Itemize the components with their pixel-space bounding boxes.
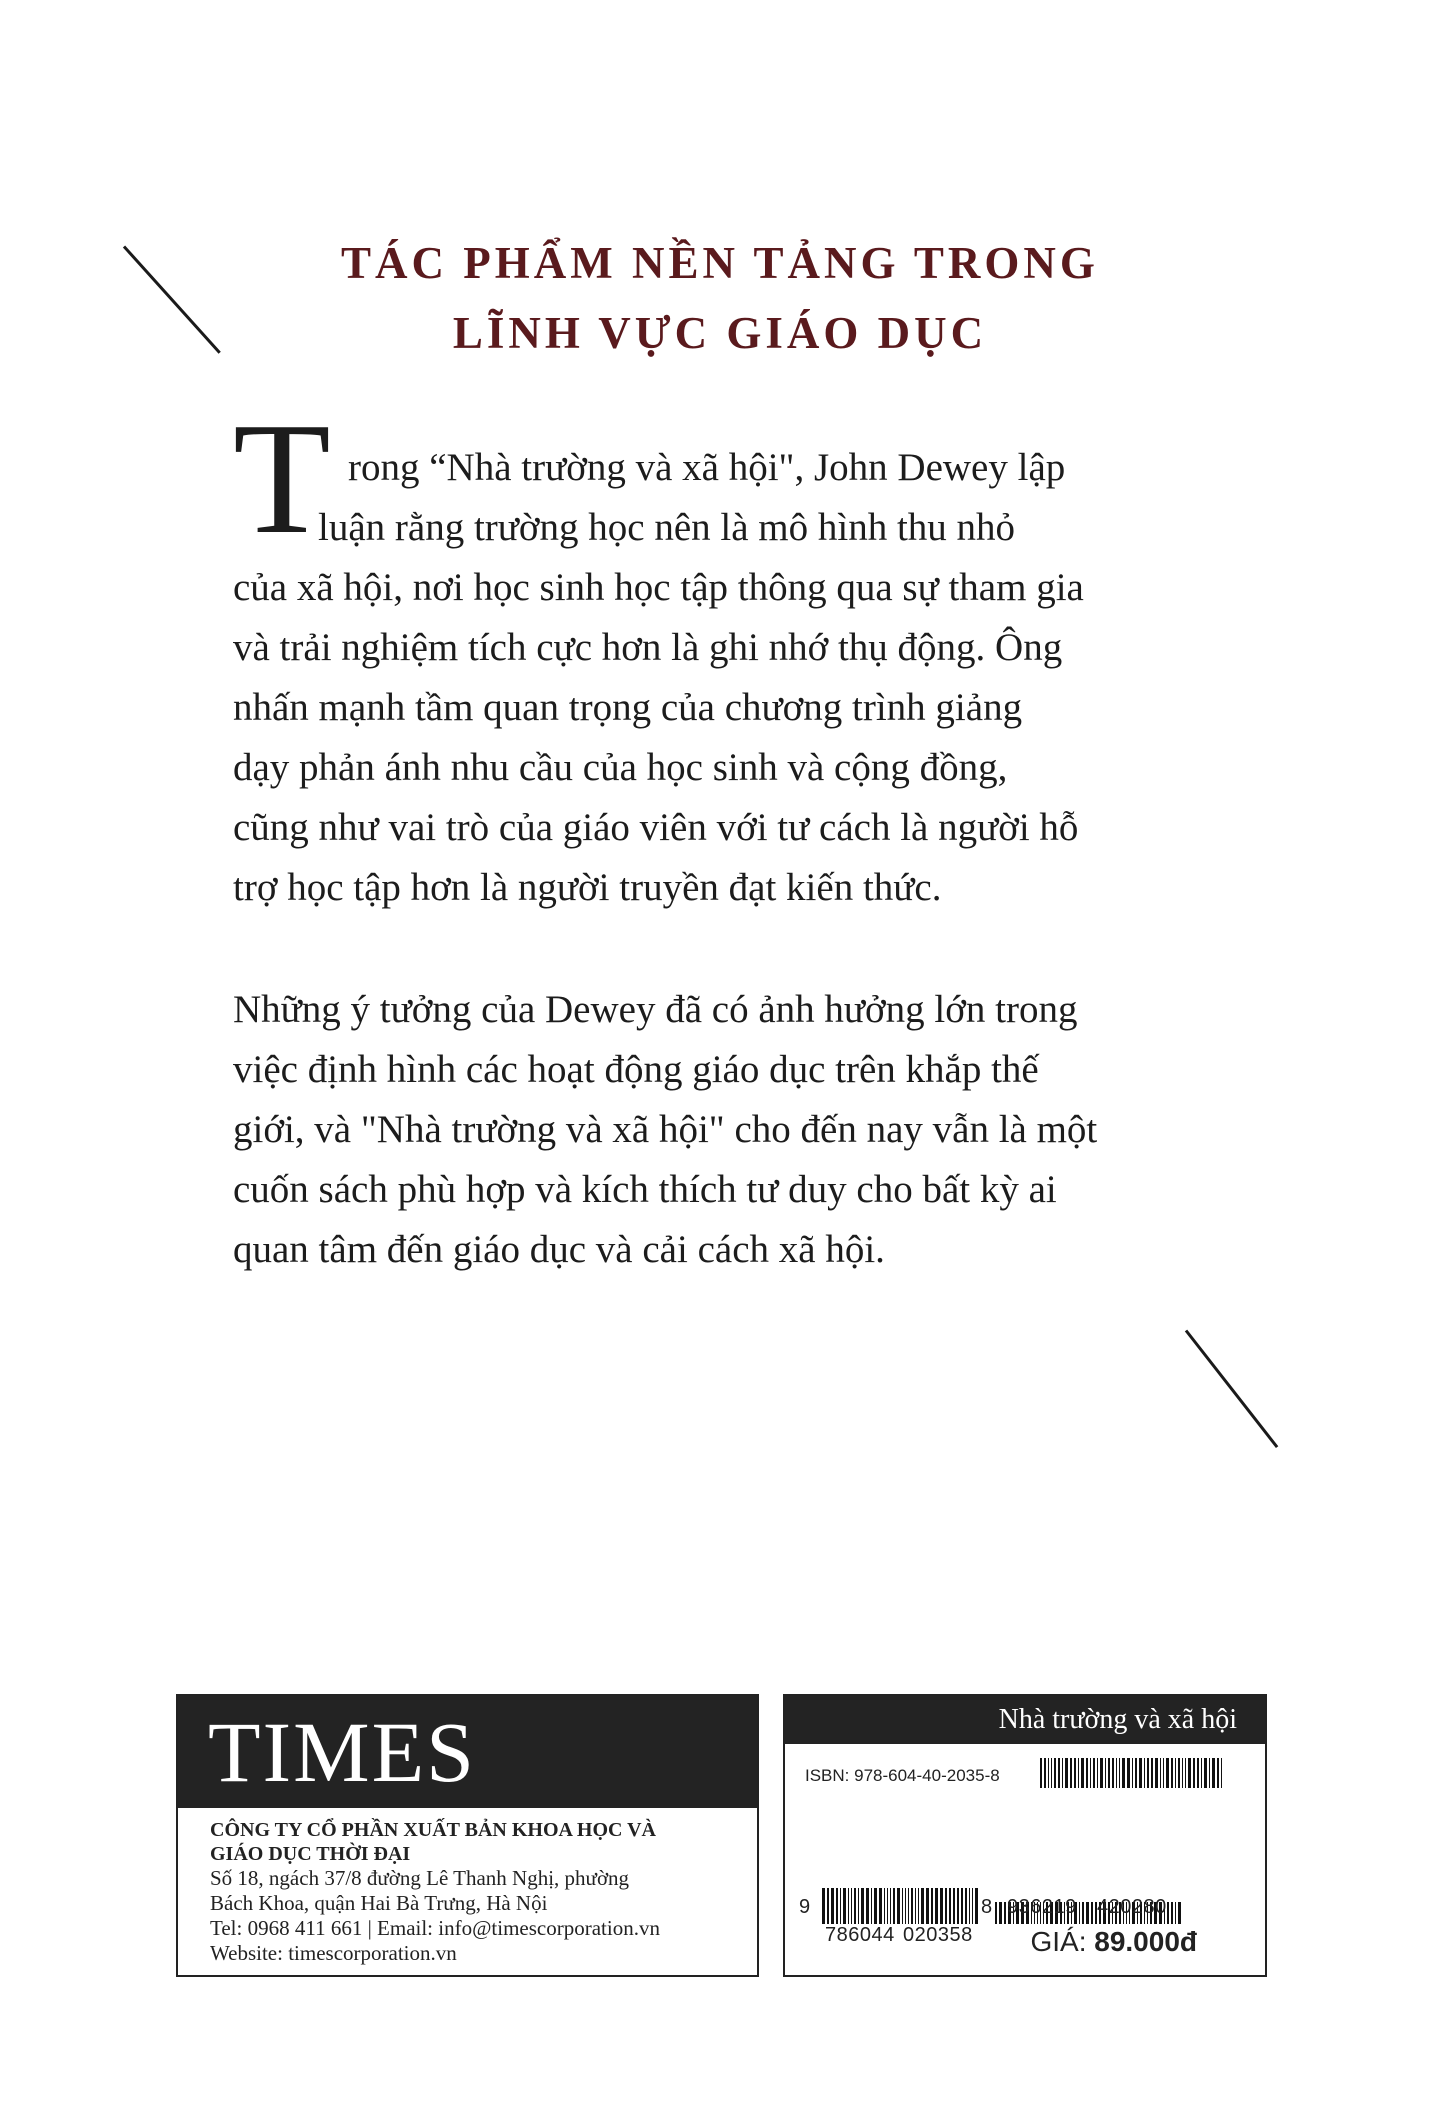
publisher-address-line: Bách Khoa, quận Hai Bà Trưng, Hà Nội [210, 1891, 548, 1915]
barcode-bar [827, 1888, 829, 1924]
paragraph-line: giới, và "Nhà trường và xã hội" cho đến nay vẫn là một [233, 1108, 1098, 1151]
barcode-bar [940, 1888, 943, 1924]
paragraph-line: cũng như vai trò của giáo viên với tư cách là người hỗ [233, 806, 1079, 849]
paragraph-1 [233, 438, 1198, 918]
barcode-bar [822, 1888, 825, 1924]
paragraph-line: nhấn mạnh tầm quan trọng của chương trình giảng [233, 686, 1023, 729]
barcode-bar [1178, 1902, 1181, 1924]
barcode-bar [831, 1888, 834, 1924]
barcode-bar [1155, 1758, 1158, 1788]
barcode-bar [1058, 1758, 1060, 1788]
ean-right-digits: 020358 [903, 1924, 973, 1946]
barcode-bar [1040, 1758, 1042, 1788]
barcode-bar [858, 1888, 859, 1924]
barcode-bar [893, 1888, 895, 1924]
publisher-info [178, 1808, 757, 1966]
barcode-bar [911, 1888, 913, 1924]
barcode-bar [1193, 1758, 1195, 1788]
barcode-bar [1100, 1758, 1103, 1788]
barcode-bar [1004, 1902, 1006, 1924]
paragraph-line: cuốn sách phù hợp và kích thích tư duy cho bất kỳ ai [233, 1168, 1057, 1211]
barcode-bar [1093, 1758, 1095, 1788]
barcode-bar [926, 1888, 929, 1924]
price [1030, 1926, 1197, 1958]
paragraph-line: Những ý tưởng của Dewey đã có ảnh hưởng lớn trong [233, 988, 1078, 1031]
paragraph-2 [233, 980, 1198, 1280]
ean2-prefix: 8 [981, 1896, 993, 1918]
barcode-bar [935, 1888, 938, 1924]
barcode-bar [1221, 1758, 1222, 1788]
heading-line-1: TÁC PHẨM NỀN TẢNG TRONG [341, 238, 1099, 288]
barcode-bar [1175, 1758, 1176, 1788]
barcode-bar [1108, 1758, 1110, 1788]
barcode-bar [949, 1888, 951, 1924]
barcode-bar [1097, 1758, 1098, 1788]
barcode-bar [1119, 1758, 1120, 1788]
publisher-website: Website: timescorporation.vn [210, 1941, 457, 1965]
barcode-bar [1135, 1758, 1137, 1788]
barcode-bar [1144, 1758, 1145, 1788]
barcode-bar [1147, 1758, 1149, 1788]
barcode-bar [969, 1888, 970, 1924]
barcode-bar [1112, 1758, 1114, 1788]
barcode-bar [1090, 1758, 1091, 1788]
barcode-bar [915, 1888, 916, 1924]
drop-cap: T [233, 389, 331, 567]
barcode-bar [961, 1888, 963, 1924]
barcode-bar [1160, 1758, 1161, 1788]
barcode-bar [1171, 1758, 1173, 1788]
barcode-bar [836, 1888, 838, 1924]
barcode-bar [972, 1888, 973, 1924]
barcode-bar [1127, 1758, 1130, 1788]
decorative-diagonal-line-bottom [1185, 1330, 1278, 1448]
barcode-bar [854, 1888, 856, 1924]
barcode-bar [1116, 1758, 1117, 1788]
barcode-bar [1105, 1758, 1106, 1788]
barcode-bar [918, 1888, 919, 1924]
isbn-label: ISBN: 978-604-40-2035-8 [805, 1766, 1000, 1785]
paragraph-line: của xã hội, nơi học sinh học tập thông qua sự tham gia [233, 566, 1084, 609]
barcode-bar [1204, 1758, 1207, 1788]
barcode-box-title: Nhà trường và xã hội [785, 1696, 1265, 1744]
heading-line-2: LĨNH VỰC GIÁO DỤC [452, 308, 988, 358]
barcode-bar [1044, 1758, 1046, 1788]
barcode-bar [861, 1888, 864, 1924]
barcode-bar [871, 1888, 872, 1924]
barcode-bar [1182, 1758, 1183, 1788]
barcode-bar [1151, 1758, 1153, 1788]
barcode-bar [1212, 1758, 1215, 1788]
barcode-bar [1062, 1758, 1063, 1788]
barcode-bar [1201, 1758, 1202, 1788]
paragraph-line: dạy phản ánh nhu cầu của học sinh và cộng đồng, [233, 746, 1008, 789]
barcode-bar [897, 1888, 900, 1924]
barcode-bar [1051, 1758, 1052, 1788]
ean-left-digits: 786044 [825, 1924, 895, 1946]
price-label: GIÁ: [1030, 1926, 1087, 1957]
paragraph-line: luận rằng trường học nên là mô hình thu nhỏ [318, 506, 1016, 549]
barcode-bar [1081, 1758, 1084, 1788]
barcode-bar [905, 1888, 906, 1924]
barcode-bar [1078, 1758, 1079, 1788]
barcode-bar [1091, 1902, 1093, 1924]
barcode-bar [1054, 1758, 1056, 1788]
paragraph-line: rong “Nhà trường và xã hội", John Dewey lập [348, 446, 1066, 489]
barcode-bar [1175, 1902, 1176, 1924]
publisher-company-line: CÔNG TY CỔ PHẦN XUẤT BẢN KHOA HỌC VÀ [210, 1819, 656, 1841]
paragraph-line: quan tâm đến giáo dục và cải cách xã hội. [233, 1228, 885, 1271]
barcode-bar [1167, 1902, 1169, 1924]
price-value: 89.000đ [1094, 1926, 1197, 1957]
barcode-bar [931, 1888, 933, 1924]
paragraph-line: việc định hình các hoạt động giáo dục trên khắp thế [233, 1048, 1039, 1091]
publisher-contact: Tel: 0968 411 661 | Email: info@timescorporation.vn [210, 1916, 660, 1940]
barcode-bar [1086, 1758, 1088, 1788]
ean2-left-digits: 936219 [1007, 1896, 1077, 1918]
barcode-bar [1217, 1758, 1219, 1788]
page-heading [200, 228, 1240, 368]
barcode-bar [965, 1888, 967, 1924]
barcode-bar [953, 1888, 955, 1924]
barcode-bar [921, 1888, 924, 1924]
barcode-bar [890, 1888, 891, 1924]
publisher-address-line: Số 18, ngách 37/8 đường Lê Thanh Nghị, phường [210, 1866, 630, 1890]
barcode-bar [1185, 1758, 1186, 1788]
barcode-bar [1086, 1902, 1089, 1924]
barcode-bar [1178, 1758, 1180, 1788]
barcode-bar [840, 1888, 841, 1924]
isbn-barcode [822, 1876, 980, 1924]
barcode-bar [1065, 1758, 1068, 1788]
paragraph-line: và trải nghiệm tích cực hơn là ghi nhớ thụ động. Ông [233, 626, 1063, 669]
barcode-bar [1132, 1758, 1133, 1788]
barcode-bar [874, 1888, 877, 1924]
barcode-bar [1188, 1758, 1191, 1788]
barcode-bar [1171, 1902, 1173, 1924]
barcode-bar [995, 1902, 997, 1924]
barcode-bar [887, 1888, 888, 1924]
barcode-bar [902, 1888, 903, 1924]
barcode-bar [957, 1888, 959, 1924]
publisher-company-line: GIÁO DỤC THỜI ĐẠI [210, 1843, 411, 1865]
barcode-bar [1166, 1758, 1169, 1788]
barcode-box [783, 1694, 1267, 1977]
barcode-bar [1197, 1758, 1199, 1788]
barcode-bar [999, 1902, 1002, 1924]
barcode-bar [1048, 1758, 1049, 1788]
barcode-bar [908, 1888, 909, 1924]
barcode-bar [851, 1888, 852, 1924]
barcode-bar [1163, 1758, 1164, 1788]
barcode-bar [975, 1888, 978, 1924]
barcode-bar [848, 1888, 849, 1924]
barcode-bar [884, 1888, 885, 1924]
barcode-bar [866, 1888, 869, 1924]
barcode-bar [945, 1888, 947, 1924]
barcode-bar [1209, 1758, 1210, 1788]
barcode-bar [1074, 1758, 1076, 1788]
barcode-bar [843, 1888, 846, 1924]
paragraph-line: trợ học tập hơn là người truyền đạt kiến thức. [233, 866, 942, 909]
barcode-bar [1079, 1902, 1080, 1924]
publisher-logo: TIMES [178, 1696, 757, 1808]
barcode-bar [1122, 1758, 1125, 1788]
barcode-bar [1082, 1902, 1084, 1924]
barcode-bar [879, 1888, 882, 1924]
isbn-addon-barcode [1040, 1758, 1224, 1788]
barcode-bar [1070, 1758, 1072, 1788]
ean-prefix: 9 [799, 1896, 811, 1918]
ean2-right-digits: 420280 [1097, 1896, 1167, 1918]
publisher-box [176, 1694, 759, 1977]
barcode-bar [1139, 1758, 1142, 1788]
